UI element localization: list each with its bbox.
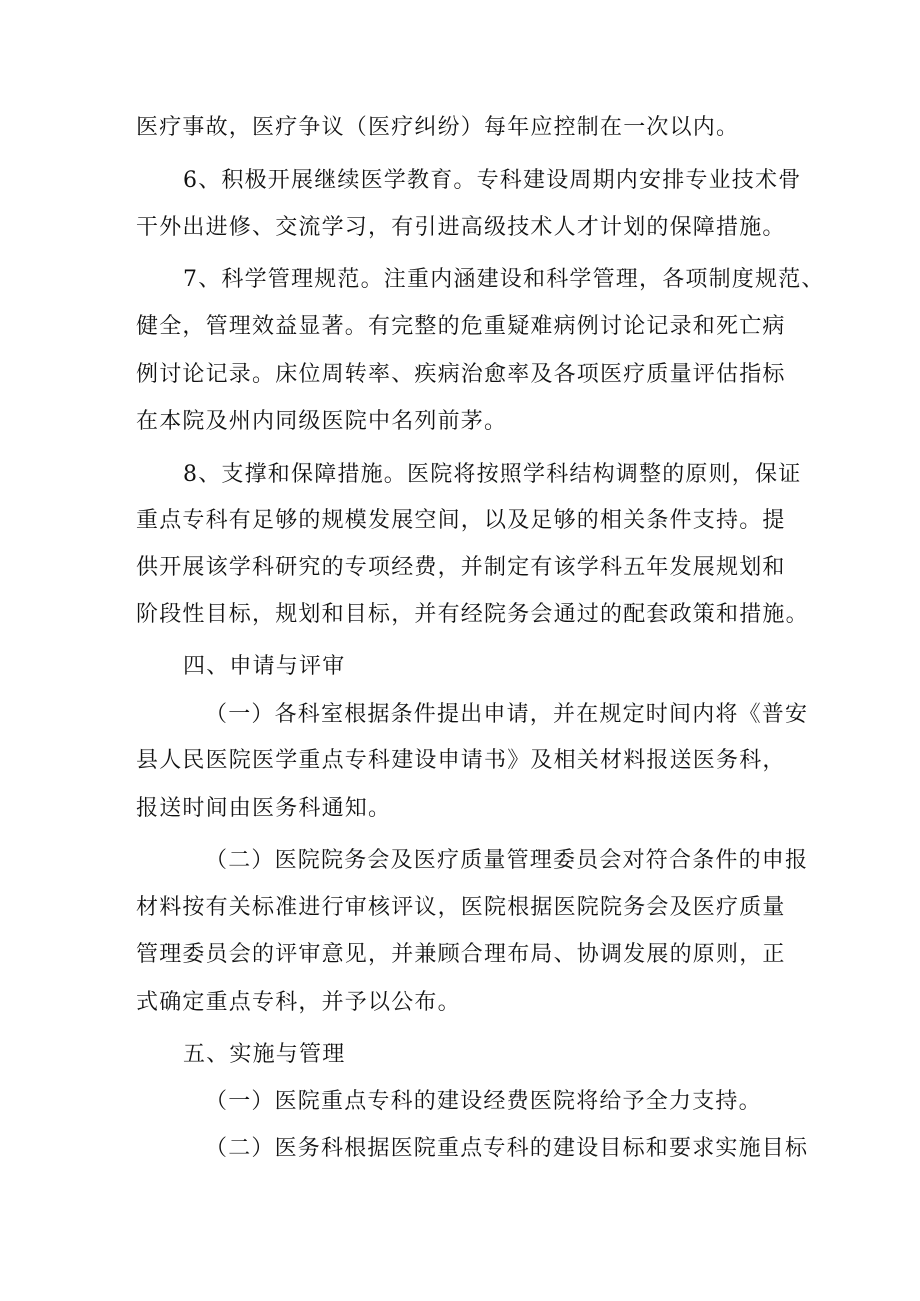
text-line: 管理委员会的评审意见，并兼顾合理布局、协调发展的原则，正: [136, 942, 786, 967]
section-heading: 五、实施与管理: [183, 1042, 346, 1067]
text-line: 在本院及州内同级医院中名列前茅。: [136, 409, 508, 434]
section-heading: 四、申请与评审: [183, 654, 346, 679]
text-line: （二）医院院务会及医疗质量管理委员会对符合条件的申报: [205, 848, 809, 873]
text-line: （二）医务科根据医院重点专科的建设目标和要求实施目标: [205, 1136, 809, 1161]
text-line: 县人民医院医学重点专科建设申请书》及相关材料报送医务科，: [136, 748, 786, 773]
text-line: 报送时间由医务科通知。: [136, 796, 392, 821]
text-line: 健全，管理效益显著。有完整的危重疑难病例讨论记录和死亡病: [136, 314, 786, 339]
text-line: 供开展该学科研究的专项经费，并制定有该学科五年发展规划和: [136, 555, 786, 580]
text-line: 7、科学管理规范。注重内涵建设和科学管理，各项制度规范、: [183, 267, 825, 292]
text-line: 阶段性目标，规划和目标，并有经院务会通过的配套政策和措施。: [136, 602, 809, 627]
text-line: 医疗事故，医疗争议（医疗纠纷）每年应控制在一次以内。: [136, 115, 740, 140]
text-line: 式确定重点专科，并予以公布。: [136, 990, 461, 1015]
text-line: 例讨论记录。床位周转率、疾病治愈率及各项医疗质量评估指标: [136, 362, 786, 387]
text-line: 8、支撑和保障措施。医院将按照学科结构调整的原则，保证: [183, 462, 802, 487]
text-line: 干外出进修、交流学习，有引进高级技术人才计划的保障措施。: [136, 215, 786, 240]
text-line: 重点专科有足够的规模发展空间，以及足够的相关条件支持。提: [136, 508, 786, 533]
text-line: 材料按有关标准进行审核评议，医院根据医院院务会及医疗质量: [136, 895, 786, 920]
text-line: 6、积极开展继续医学教育。专科建设周期内安排专业技术骨: [183, 168, 802, 193]
text-line: （一）各科室根据条件提出申请，并在规定时间内将《普安: [205, 702, 809, 727]
text-line: （一）医院重点专科的建设经费医院将给予全力支持。: [205, 1089, 762, 1114]
